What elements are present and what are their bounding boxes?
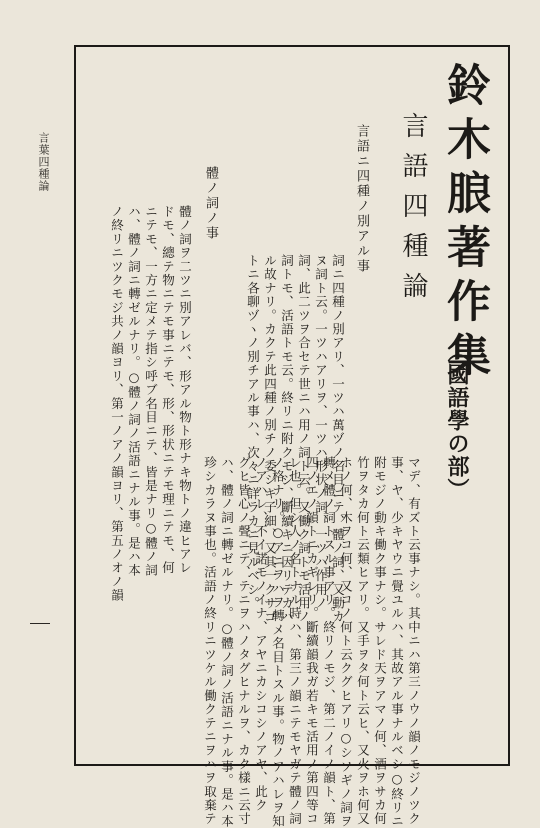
upper-text-column: ノ終リニツクモジ共ノ韻ヨリ、第一ノアノ韻ヨリ、第五ノオノ韻 (109, 205, 125, 603)
lower-text-column: 轉メ體ノ詞トスル事アリ。終リノモジ、第二ノイノ韻ト、第 (321, 456, 337, 826)
lower-text-column: ノアハレ、不イ諾モノイナ、アヤニカシコシノアヤ、此ク (253, 456, 269, 813)
lower-text-column: 珍シカラヌ事也。活語ノ終リニツケル働クテニヲハヲ取棄テ (202, 456, 218, 826)
lower-text-column: 附モジノ動キ働ク事ナシ。サレド天ヲアマノ何、酒ヲサカ何 (372, 456, 388, 826)
upper-text-column: ニテモ、一方ニ定メテ指シ呼ブ名目ニテ、皆是ナリ○體ノ詞 (143, 205, 159, 578)
upper-text-column: ドモ、總テ物ニテモ事ニテモ、形、形状ニテモ理ニテモ、何 (160, 205, 176, 575)
lower-text-column: マデ、有ズト云事ナシ。其中ニハ第三ノウノ韻ノモジノツク (406, 456, 422, 826)
upper-text-column: ハ、體ノ詞ニ轉ゼルナリ。○體ノ詞ノ活語ニナル事。是ハ本 (126, 205, 142, 578)
section-title: 言語四種論 (398, 112, 428, 312)
heading-four-kinds: 言語ニ四種ノ別アル事 (354, 124, 369, 274)
upper-text-column: 詞ニ四種ノ別アリ、一ツハ萬ヅノ名目ニテ、體ノ詞、又動カ (330, 254, 346, 624)
heading-noun-words: 體ノ詞ノ事 (203, 166, 218, 241)
upper-text-column: トニ各聊ヅヽノ別チアル事ハ、次々ニ詳ラカニ見ルベシ。 (245, 254, 261, 611)
lower-text-column: レ也。但シ人ノ名トナル時ハ、第三ノ韻ニテモヤガテ體ノ詞 (287, 456, 303, 826)
lower-text-column: ホノ何、木ヲコ何、又コノ何ト云クグヒアリ○シソギノ詞ヲ (338, 456, 354, 828)
upper-text-column: 詞、此二ツヲ合セテ世ニハ用ノ詞ト云。又働ク詞トモ活用ノ (296, 254, 312, 624)
lower-text-column: グヒ皆心ノ聲ニテ、テニヲハノタグヒナルヲ、カク樣ニ云寸 (236, 456, 252, 826)
lower-text-column: 四ノエノ韻トニカギレリ。斷續韻我ガ若キモ活用ノ第四等コ (304, 456, 320, 826)
lower-text-column: ハ、體ノ詞ニ轉ゼルナリ。○體ノ詞ノ活語ニナル事。是ハ本 (219, 456, 235, 828)
lower-text-column: ノ格ナリ。○アニヲハヲ轉メ名目トスル事。物ノアハレヲ知 (270, 456, 286, 828)
book-subtitle: （國語學の部） (444, 340, 470, 501)
upper-text-column: ル故ナリ。カクテ此四種ノ別チノ委シキ子細、又其一クサゴ (262, 254, 278, 624)
book-title: 鈴木朖著作集 (439, 62, 490, 386)
margin-rule (30, 623, 50, 624)
upper-text-column: ヌ詞ト云。一ツハアリヲ、一ツハ形状ノ詞、一ツハ作用ノ (313, 254, 329, 611)
running-head: 言葉四種論 (37, 132, 50, 192)
upper-text-column: 體ノ詞ヲ二ツニ別アレバ、形アル物ト形ナキ物トノ違ヒアレ (177, 205, 193, 575)
upper-text-column: 詞トモ、活語トモ云。終リニ附クモジ、斷續キニ因リテカハ (279, 254, 295, 624)
lower-text-column: 事、ヤ、少キヤウニ覺ユルハ、其故アル事ナルベシ○終リニ (389, 456, 405, 828)
lower-text-column: 竹ヲタカ何ト云類ヒアリ。又手ヲタ何ト云ヒ、又火ヲホ何又 (355, 456, 371, 826)
